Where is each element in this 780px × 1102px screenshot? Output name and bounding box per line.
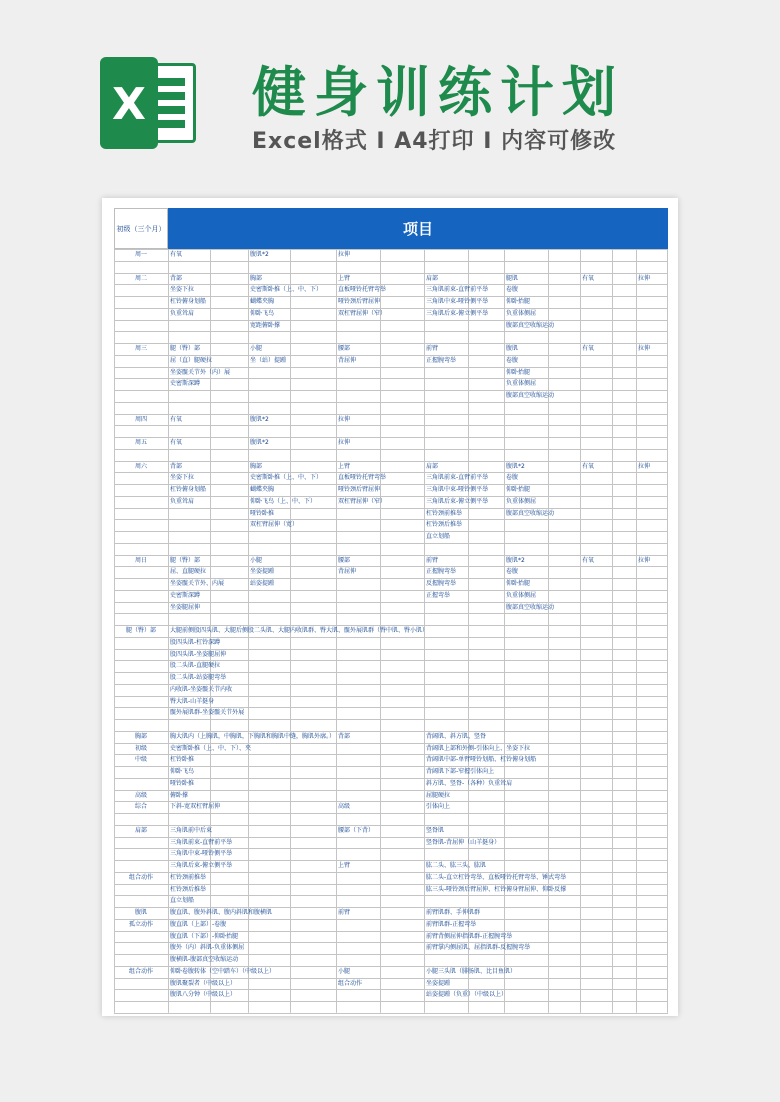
table-cell: 小腿 <box>338 967 351 975</box>
logo-letter: X <box>112 79 146 130</box>
table-cell: 肩部 <box>426 462 439 470</box>
table-cell: 背部 <box>170 462 183 470</box>
table-cell: 拉伸 <box>638 274 651 282</box>
table-cell: 坐姿下拉 <box>170 286 195 294</box>
table-cell: 背部 <box>338 732 351 740</box>
table-cell: 腰部 <box>338 345 351 352</box>
table-cell: 拉伸 <box>338 415 351 423</box>
excel-logo-icon <box>100 57 198 149</box>
table-cell: 双杠臂屈伸（窄） <box>338 497 387 505</box>
row-label-cell: 腹肌 <box>134 909 147 916</box>
table-cell: 腹部真空收缩运动 <box>506 392 555 399</box>
table-cell: 前臂肌群、手伸肌群 <box>426 909 481 916</box>
table-cell: 坐姿提踵 <box>250 568 275 576</box>
table-cell: 卷腹 <box>506 474 519 482</box>
table-cell: 腹直肌（下部）-仰卧抬腿 <box>170 932 239 940</box>
table-cell: 腿（臀）部 <box>170 556 201 564</box>
table-cell: 背阔肌下部-窄握引体向上 <box>426 768 495 775</box>
row-label-cell: 胸部 <box>134 732 147 740</box>
table-cell: 史密斯卧推（上、中、下）、夹 <box>170 744 252 752</box>
table-cell: 腿肌 <box>506 274 519 282</box>
table-cell: 杠铃俯身划船 <box>170 486 207 493</box>
table-cell: 前臂 <box>338 909 351 916</box>
table-cell: 肱二头-直立杠铃弯举、直板哑铃托臂弯举、锤式弯举 <box>426 873 567 881</box>
table-cell: 宽距俯卧撑 <box>250 321 281 329</box>
table-cell: 斜方肌、竖脊-（各种）负重耸肩 <box>426 779 513 787</box>
table-cell: 直立划船 <box>170 897 195 905</box>
row-label-cell: 周一 <box>134 251 147 258</box>
table-cell: 背屈伸 <box>338 356 357 364</box>
table-cell: 腹部真空收缩运动 <box>506 321 555 329</box>
table-cell: 杠铃俯身划船 <box>170 298 207 305</box>
table-cell: 拉伸 <box>338 439 351 446</box>
table-cell: 坐姿髋关节外、内展 <box>170 580 225 587</box>
table-cell: 哑铃卧推 <box>250 509 275 517</box>
table-cell: 腹肌 <box>506 345 519 352</box>
table-cell: 仰卧飞鸟（上、中、下） <box>250 497 317 505</box>
table-cell: 仰卧抬腿 <box>506 486 531 493</box>
table-cell: 三角肌前束-直臂前平举 <box>426 474 489 482</box>
table-cell: 三角肌后束-俯立侧平举 <box>170 862 233 869</box>
table-cell: 腹直肌、腹外斜肌、腹内斜肌和腹横肌 <box>170 909 273 916</box>
table-cell: 哑铃颈后臂屈伸 <box>338 298 381 305</box>
table-cell: 竖脊肌-背屈伸（山羊挺身） <box>426 838 501 846</box>
table-cell: 肱三头-哑铃颈后臂屈伸、杠铃俯身臂屈伸、仰卧反撑 <box>426 885 567 893</box>
table-cell: 上臂 <box>338 862 351 869</box>
table-cell: 腹外（内）斜肌-负重体侧屈 <box>170 944 245 952</box>
table-cell: 三角肌前中后束 <box>170 826 213 834</box>
table-cell: 拉伸 <box>638 462 651 470</box>
table-cell: 三角肌中束-哑铃侧平举 <box>170 850 233 858</box>
table-cell: 史密斯卧推（上、中、下） <box>250 474 323 482</box>
excel-badge <box>100 57 158 149</box>
table-cell: 腹肌*2 <box>250 415 269 423</box>
table-cell: 杠铃颈前推举 <box>426 509 463 517</box>
table-cell: 坐姿腿屈伸 <box>170 603 201 611</box>
table-cell: 正握腕弯举 <box>426 568 457 576</box>
table-cell: 小腿 <box>250 556 263 564</box>
table-cell: 三角肌中束-哑铃侧平举 <box>426 298 489 305</box>
table-cell: 拉伸 <box>338 251 351 258</box>
table-cell: 拉伸 <box>638 556 651 564</box>
table-cell: 上臂 <box>338 462 351 470</box>
table-cell: 坐（站）提踵 <box>250 356 287 364</box>
table-cell: 三角肌前束-直臂前平举 <box>170 838 233 846</box>
table-cell: 仰卧卷腹转体（空中踏车）（中级以上） <box>170 967 276 975</box>
table-cell: 竖脊肌 <box>426 826 445 834</box>
page-title: 健身训练计划 <box>252 61 624 124</box>
table-cell: 有氧 <box>170 415 183 423</box>
table-cell: 坐姿提踵 <box>426 979 451 987</box>
table-cell: 仰卧抬腿 <box>506 580 531 587</box>
table-cell: 股四头肌-坐姿腿屈伸 <box>170 650 227 658</box>
table-cell: 屈腿硬拉 <box>426 791 451 799</box>
table-cell: 蝴蝶夹胸 <box>250 486 275 493</box>
table-cell: 腰部（下背） <box>338 826 375 834</box>
table-cell: 背屈伸 <box>338 568 357 576</box>
table-cell: 三角肌中束-哑铃侧平举 <box>426 486 489 493</box>
table-cell: 前臂背侧屈伸指肌群-正握腕弯举 <box>426 932 513 940</box>
table-cell: 正握弯举 <box>426 591 451 599</box>
table-cell: 腹肌*2 <box>506 462 525 470</box>
table-cell: 腹肌*2 <box>250 439 269 446</box>
table-cell: 有氧 <box>582 345 595 352</box>
table-cell: 腹部真空收缩运动 <box>506 603 555 611</box>
table-cell: 仰卧飞鸟 <box>170 768 195 775</box>
table-cell: 背阔肌、斜方肌、竖脊 <box>426 732 487 740</box>
table-cell: 负重体侧屈 <box>506 591 537 599</box>
table-cell: 高级 <box>338 803 351 811</box>
table-cell: 杠铃颈后推举 <box>426 521 463 529</box>
table-cell: 拉伸 <box>638 345 651 352</box>
row-label-cell: 腿（臀）部 <box>125 627 156 634</box>
row-label-cell: 周二 <box>134 274 147 282</box>
row-label-cell: 肩部 <box>134 826 147 834</box>
table-cell: 有氧 <box>582 274 595 282</box>
table-cell: 引体向上 <box>426 803 451 811</box>
table-cell: 腹肌*2 <box>506 556 525 564</box>
table-cell: 小腿 <box>250 345 263 352</box>
table-cell: 直板哑铃托臂弯举 <box>338 286 387 294</box>
table-cell: 屈（直）腿硬拉 <box>170 356 213 364</box>
table-cell: 史密斯深蹲 <box>170 380 201 388</box>
table-cell: 胸部 <box>250 462 263 470</box>
table-cell: 站姿提踵（负重）（中级以上） <box>426 991 508 999</box>
table-cell: 负重耸肩 <box>170 497 195 505</box>
table-cell: 胸部 <box>250 274 263 282</box>
row-label-cell: 中级 <box>134 756 147 764</box>
table-cell: 俯卧撑 <box>170 791 189 799</box>
table-cell: 蝴蝶夹胸 <box>250 298 275 305</box>
table-cell: 双杠臂屈伸（窄） <box>338 309 387 317</box>
table-cell: 仰卧飞鸟 <box>250 309 275 317</box>
table-cell: 腿（臀）部 <box>170 345 201 352</box>
table-cell: 负重体侧屈 <box>506 380 537 388</box>
table-cell: 仰卧抬腿 <box>506 368 531 376</box>
table-cell: 杠铃颈前推举 <box>170 873 207 881</box>
table-cell: 三角肌前束-直臂前平举 <box>426 286 489 294</box>
table-cell: 臀大肌-山羊挺身 <box>170 697 215 705</box>
table-cell: 组合动作 <box>338 979 363 987</box>
table-cell: 背部 <box>170 274 183 282</box>
table-cell: 坐姿髋关节外（内）展 <box>170 368 231 376</box>
row-label-cell: 综合 <box>134 803 147 811</box>
table-cell: 上臂 <box>338 274 351 282</box>
table-cell: 下斜-宽双杠臂屈伸 <box>170 803 221 811</box>
table-cell: 负重体侧屈 <box>506 309 537 317</box>
table-cell: 哑铃颈后臂屈伸 <box>338 486 381 493</box>
row-label-cell: 高级 <box>134 791 147 799</box>
table-cell: 卷腹 <box>506 568 519 576</box>
table-cell: 双杠臂屈伸（宽） <box>250 521 299 529</box>
table-cell: 三角肌后束-俯立侧平举 <box>426 497 489 505</box>
row-label-cell: 孤立动作 <box>128 920 153 928</box>
table-corner-label: 初级（三个月） <box>114 208 168 249</box>
table-cell: 内收肌-坐姿髋关节内收 <box>170 685 233 693</box>
table-cell: 腹肌聚裂者（中级以上） <box>170 979 237 987</box>
spreadsheet-page <box>102 198 678 1016</box>
row-label-cell: 周三 <box>134 345 147 352</box>
table-cell: 史密斯卧推（上、中、下） <box>250 286 323 294</box>
table-cell: 反握腕弯举 <box>426 580 457 587</box>
table-cell: 有氧 <box>582 462 595 470</box>
table-cell: 髋外展肌群-坐姿髋关节外展 <box>170 709 245 717</box>
table-cell: 负重体侧屈 <box>506 497 537 505</box>
table-cell: 前臂 <box>426 345 439 352</box>
table-cell: 股四头肌-杠铃深蹲 <box>170 638 221 646</box>
table-cell: 站姿提踵 <box>250 580 275 587</box>
row-label-cell: 周六 <box>134 462 147 470</box>
table-cell: 有氧 <box>170 439 183 446</box>
table-cell: 胸大肌内（上胸肌，中胸肌，下胸肌和胸肌中缝，胸肌外廓。） <box>170 732 336 740</box>
table-cell: 腹直肌（上部）-卷腹 <box>170 920 227 928</box>
row-label-cell: 周日 <box>134 556 147 564</box>
table-cell: 卷腹 <box>506 286 519 294</box>
row-label-cell: 组合动作 <box>128 967 153 975</box>
table-cell: 小腿三头肌（腓肠肌、比目鱼肌） <box>426 967 517 975</box>
table-cell: 背阔肌上部和外侧-引体向上、坐姿下拉 <box>426 744 531 752</box>
table-cell: 有氧 <box>582 556 595 564</box>
row-label-cell: 初级 <box>134 744 147 752</box>
table-cell: 屈、直腿硬拉 <box>170 568 207 576</box>
table-cell: 腹横肌-腹部真空收缩运动 <box>170 956 239 963</box>
table-cell: 直板哑铃托臂弯举 <box>338 474 387 482</box>
row-label-cell: 周四 <box>134 415 147 423</box>
table-cell: 哑铃卧推 <box>170 779 195 787</box>
row-label-cell: 组合动作 <box>128 873 153 881</box>
table-cell: 杠铃卧推 <box>170 756 195 764</box>
table-cell: 股二头肌-站姿腿弯举 <box>170 674 227 681</box>
table-cell: 三角肌后束-俯立侧平举 <box>426 309 489 317</box>
table-cell: 肩部 <box>426 274 439 282</box>
table-cell: 腹肌*2 <box>250 251 269 258</box>
table-cell: 有氧 <box>170 251 183 258</box>
table-cell: 前臂 <box>426 556 439 564</box>
table-cell: 仰卧抬腿 <box>506 298 531 305</box>
table-cell: 史密斯深蹲 <box>170 591 201 599</box>
table-cell: 卷腹 <box>506 356 519 364</box>
table-cell: 坐姿下拉 <box>170 474 195 482</box>
table-cell: 股二头肌-直腿硬拉 <box>170 662 221 670</box>
table-cell: 大腿前侧股四头肌、大腿后侧股二头肌、大腿内收肌群、臀大肌、髋外展肌群（臀中肌、臀小肌） <box>170 627 429 634</box>
table-cell: 肱二头、肱三头、肱肌 <box>426 862 487 869</box>
table-cell: 腹部真空收缩运动 <box>506 509 555 517</box>
row-label-cell: 周五 <box>134 439 147 446</box>
table-cell: 腰部 <box>338 556 351 564</box>
table-cell: 负重耸肩 <box>170 309 195 317</box>
table-cell: 背阔肌中部-单臂哑铃划船、杠铃俯身划船 <box>426 756 537 764</box>
table-cell: 正握腕弯举 <box>426 356 457 364</box>
table-cell: 前臂肌群-正握弯举 <box>426 920 477 928</box>
table-cell: 杠铃颈后推举 <box>170 885 207 893</box>
table-cell: 直立划船 <box>426 533 451 540</box>
page-subtitle: Excel格式 I A4打印 I 内容可修改 <box>252 129 617 154</box>
table-cell: 腹肌八分钟（中级以上） <box>170 991 237 999</box>
plan-table <box>114 208 668 1008</box>
table-cell: 前臂掌内侧屈肌、屈指肌群-反握腕弯举 <box>426 944 531 952</box>
table-header-title: 项目 <box>168 208 668 249</box>
